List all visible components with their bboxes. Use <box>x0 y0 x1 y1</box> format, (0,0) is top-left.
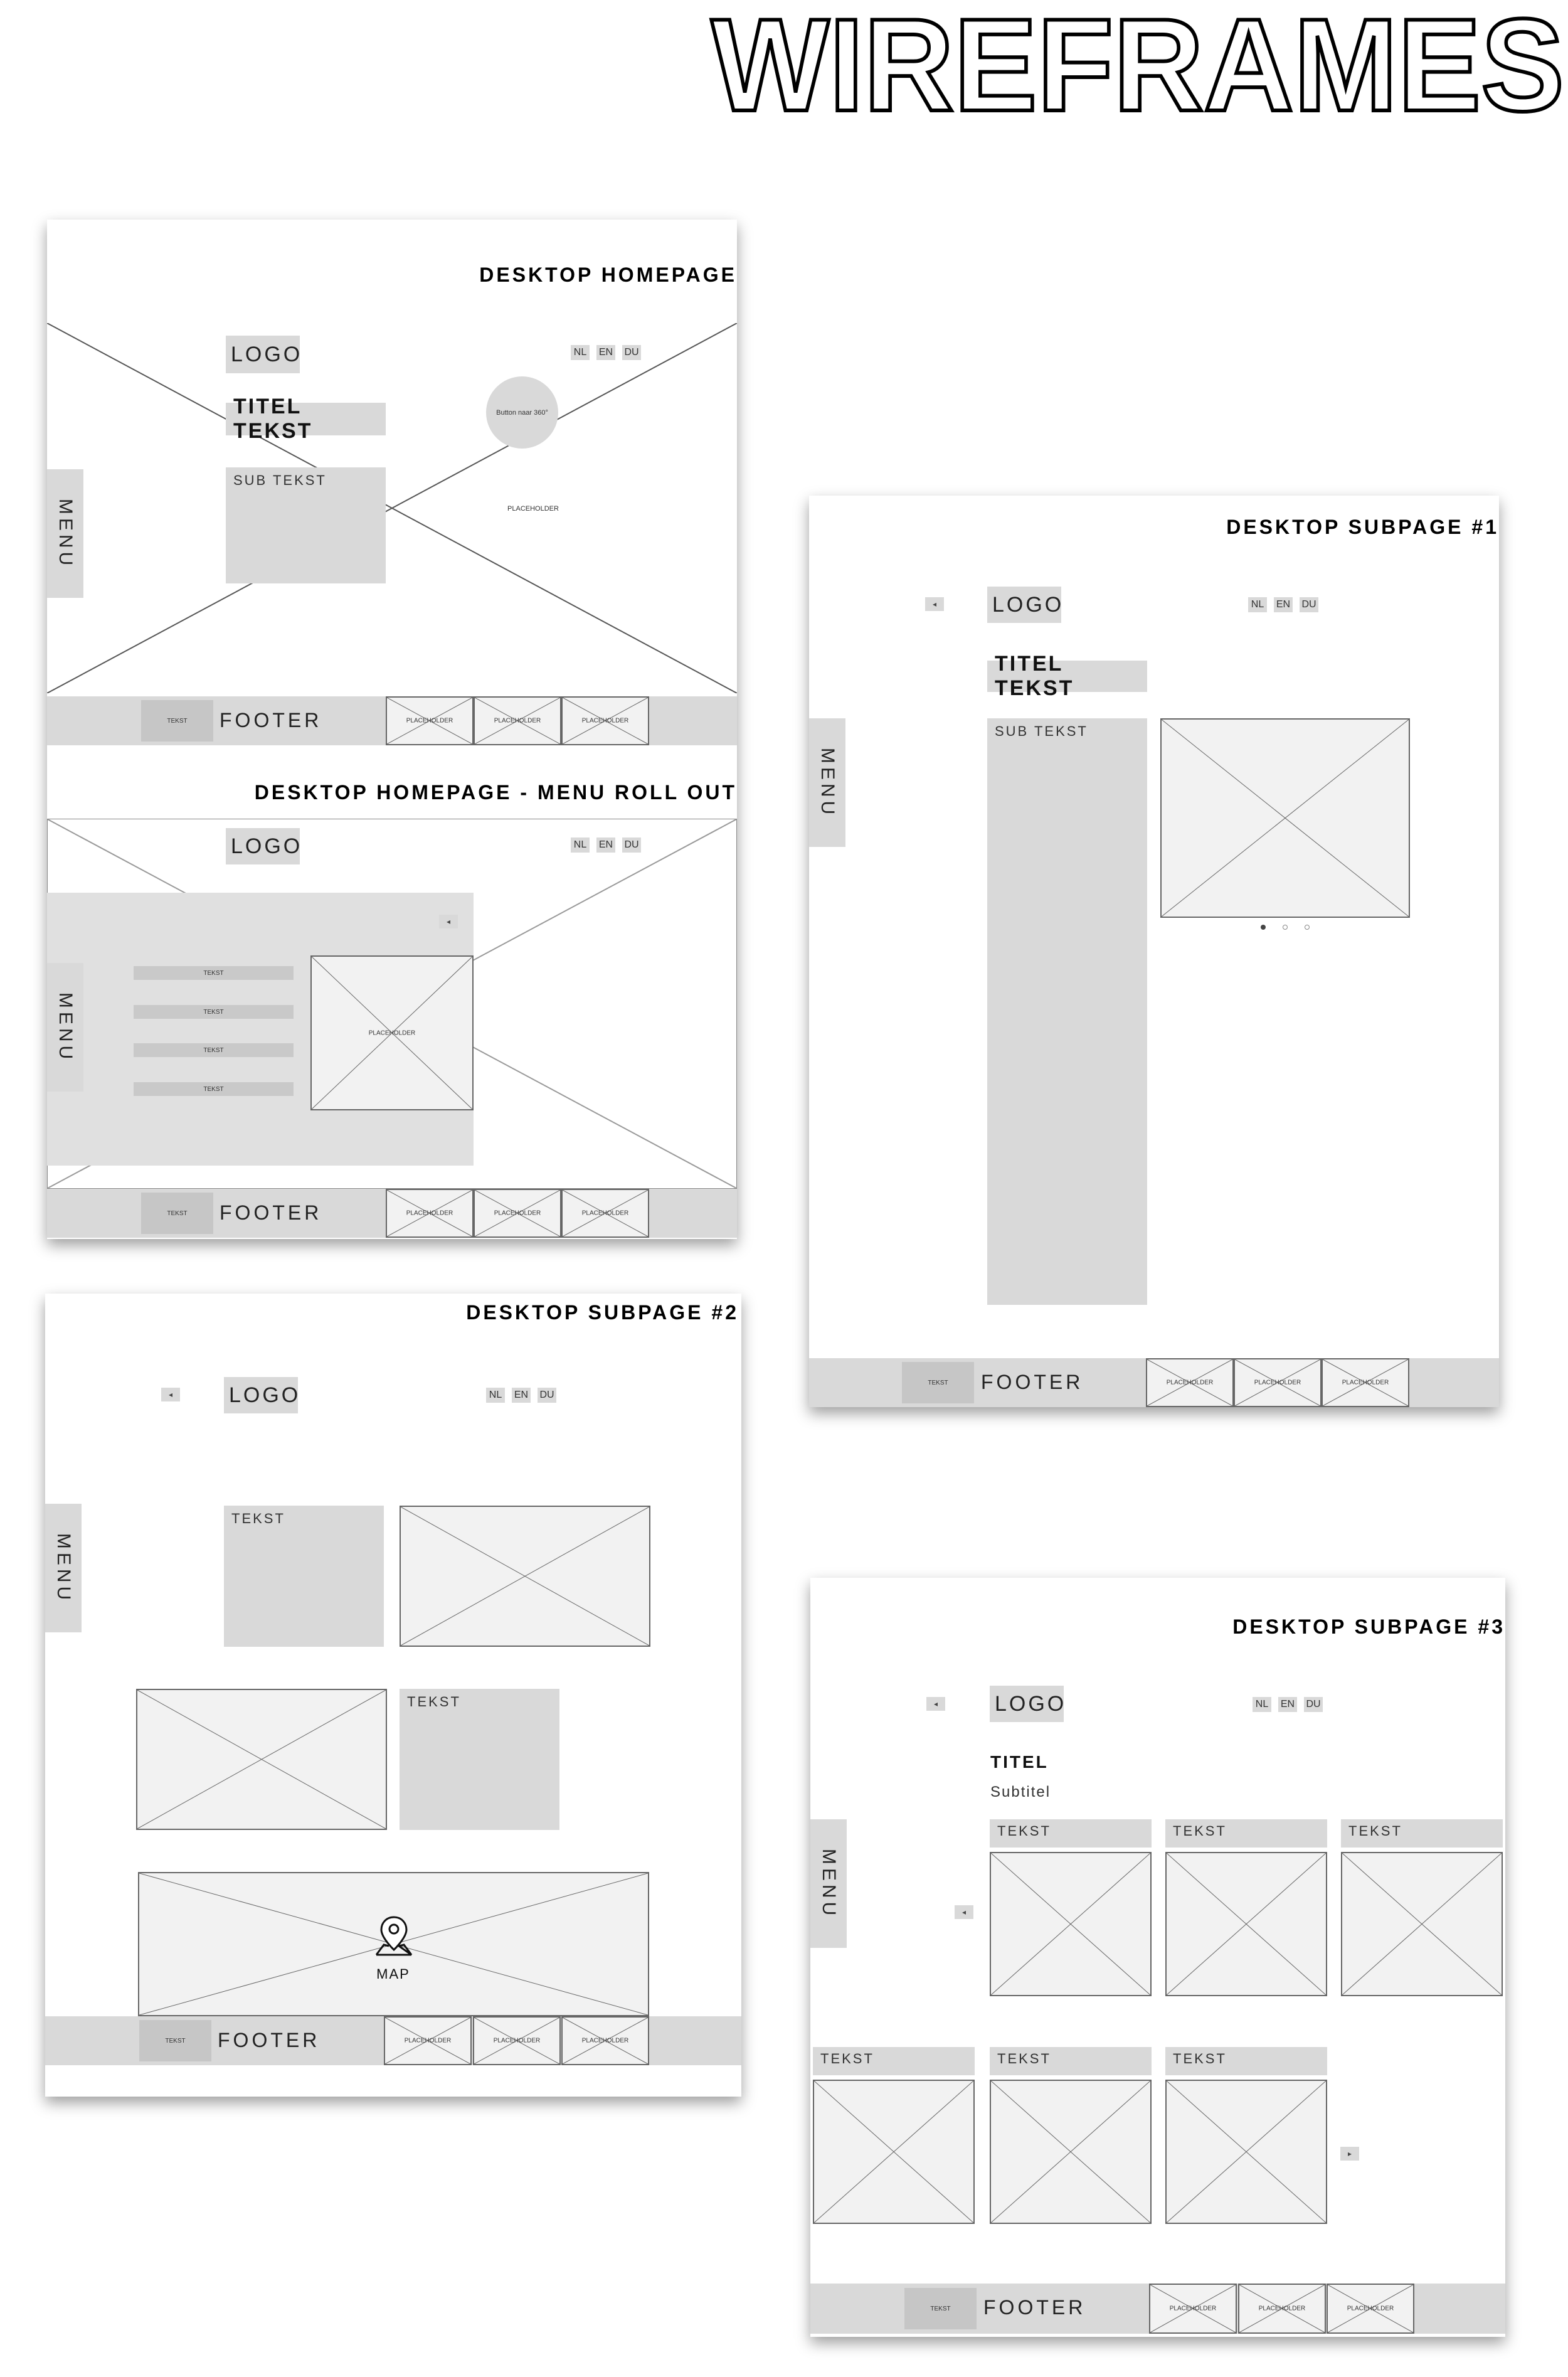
footer-placeholder-3[interactable] <box>1327 2284 1414 2334</box>
footer-label: FOOTER <box>218 2029 320 2051</box>
card-tekst-3: TEKST <box>1341 1819 1503 1848</box>
card-tekst-4: TEKST <box>813 2047 975 2075</box>
slider-dot-2[interactable] <box>1283 925 1288 930</box>
board-subpage-2 <box>45 1294 741 2097</box>
lang-en[interactable]: EN <box>596 345 615 360</box>
card-tekst-1: TEKST <box>990 1819 1152 1848</box>
lang-du[interactable]: DU <box>1304 1697 1323 1712</box>
carousel-next-arrow[interactable]: ▸ <box>1340 2147 1359 2161</box>
page-title-text: WIREFRAMES <box>711 4 1564 123</box>
footer <box>809 1358 1499 1407</box>
footer <box>810 2284 1505 2334</box>
menu-item-4[interactable]: TEKST <box>134 1082 294 1096</box>
section-subtitle: Subtitel <box>990 1784 1051 1800</box>
footer-placeholder-1[interactable] <box>386 1189 474 1238</box>
footer <box>47 1189 737 1238</box>
card-image-2[interactable] <box>1165 1852 1327 1996</box>
footer-placeholder-2[interactable] <box>1234 1358 1322 1407</box>
footer-placeholder-2[interactable] <box>474 1189 561 1238</box>
back-arrow[interactable]: ◂ <box>925 597 944 611</box>
homepage-title: DESKTOP HOMEPAGE <box>479 263 737 286</box>
image-slider-placeholder[interactable] <box>1160 718 1410 918</box>
menu-label: MENU <box>55 498 76 569</box>
section-title: TITEL <box>990 1752 1049 1772</box>
map-pin-icon <box>373 1915 415 1957</box>
titel-tekst: TITEL TEKST <box>987 661 1147 692</box>
center-placeholder-label: PLACEHOLDER <box>507 505 559 513</box>
button-360-label: Button naar 360° <box>496 408 548 417</box>
footer-placeholder-label: PLACEHOLDER <box>581 717 629 725</box>
menu-label: MENU <box>55 992 76 1063</box>
image-placeholder-1 <box>400 1506 650 1647</box>
footer-placeholder-1[interactable] <box>1149 2284 1237 2334</box>
lang-en[interactable]: EN <box>512 1388 531 1403</box>
footer-placeholder-label: PLACEHOLDER <box>1169 2305 1217 2312</box>
footer <box>47 696 737 745</box>
menu-item-2[interactable]: TEKST <box>134 1005 294 1019</box>
footer-placeholder-label: PLACEHOLDER <box>1166 1379 1214 1386</box>
footer-tekst: TEKST <box>141 700 213 742</box>
carousel-prev-arrow[interactable]: ◂ <box>955 1905 973 1919</box>
lang-nl[interactable]: NL <box>1253 1697 1271 1712</box>
subpage3-title: DESKTOP SUBPAGE #3 <box>1232 1615 1505 1638</box>
lang-du[interactable]: DU <box>622 838 641 853</box>
lang-du[interactable]: DU <box>538 1388 556 1403</box>
footer-placeholder-label: PLACEHOLDER <box>406 1210 453 1217</box>
titel-tekst: TITEL TEKST <box>226 403 386 435</box>
menu-tab[interactable] <box>810 1819 847 1948</box>
footer-placeholder-2[interactable] <box>1238 2284 1326 2334</box>
card-image-1[interactable] <box>990 1852 1152 1996</box>
card-image-3[interactable] <box>1341 1852 1503 1996</box>
logo[interactable]: LOGO <box>990 1686 1064 1722</box>
slider-dot-3[interactable] <box>1305 925 1310 930</box>
lang-du[interactable]: DU <box>622 345 641 360</box>
footer-placeholder-label: PLACEHOLDER <box>1254 1379 1301 1386</box>
board-homepage <box>47 220 737 1239</box>
sub-tekst-box: SUB TEKST <box>226 467 386 583</box>
footer-placeholder-2[interactable] <box>473 2016 561 2065</box>
menu-rollout-title: DESKTOP HOMEPAGE - MENU ROLL OUT <box>254 781 737 804</box>
footer-placeholder-label: PLACEHOLDER <box>404 2037 452 2045</box>
menu-close-arrow[interactable]: ◂ <box>439 915 458 928</box>
card-image-5[interactable] <box>990 2080 1152 2224</box>
menu-label: MENU <box>817 747 838 818</box>
lang-nl[interactable]: NL <box>571 838 590 853</box>
menu-item-3[interactable]: TEKST <box>134 1043 294 1057</box>
menu-label: MENU <box>53 1533 74 1603</box>
lang-en[interactable]: EN <box>1274 597 1293 612</box>
footer-placeholder-3[interactable] <box>561 1189 649 1238</box>
back-arrow[interactable]: ◂ <box>926 1697 945 1711</box>
logo[interactable]: LOGO <box>226 828 300 864</box>
card-tekst-2: TEKST <box>1165 1819 1327 1848</box>
footer-placeholder-label: PLACEHOLDER <box>1342 1379 1389 1386</box>
footer-tekst: TEKST <box>904 2288 977 2329</box>
footer-tekst: TEKST <box>139 2020 211 2061</box>
footer <box>45 2016 741 2065</box>
subpage2-title: DESKTOP SUBPAGE #2 <box>466 1301 739 1324</box>
lang-en[interactable]: EN <box>1278 1697 1297 1712</box>
lang-nl[interactable]: NL <box>571 345 590 360</box>
menu-tab[interactable] <box>47 963 83 1092</box>
card-image-4[interactable] <box>813 2080 975 2224</box>
footer-label: FOOTER <box>220 709 322 731</box>
footer-label: FOOTER <box>220 1201 322 1224</box>
menu-image-label: PLACEHOLDER <box>368 1029 416 1036</box>
footer-placeholder-2[interactable] <box>474 696 561 745</box>
lang-nl[interactable]: NL <box>1248 597 1267 612</box>
card-image-6[interactable] <box>1165 2080 1327 2224</box>
slider-dot-1[interactable] <box>1261 925 1266 930</box>
footer-placeholder-label: PLACEHOLDER <box>493 2037 541 2045</box>
subpage1-title: DESKTOP SUBPAGE #1 <box>1226 516 1499 538</box>
logo[interactable]: LOGO <box>226 336 300 373</box>
menu-tab[interactable] <box>45 1504 82 1632</box>
tekst-box-1: TEKST <box>224 1506 384 1647</box>
logo[interactable]: LOGO <box>224 1377 298 1413</box>
footer-placeholder-label: PLACEHOLDER <box>1347 2305 1394 2312</box>
footer-placeholder-1[interactable] <box>1146 1358 1234 1407</box>
back-arrow[interactable]: ◂ <box>161 1388 180 1401</box>
logo[interactable]: LOGO <box>987 587 1061 623</box>
lang-du[interactable]: DU <box>1300 597 1318 612</box>
footer-tekst: TEKST <box>902 1362 974 1403</box>
hero-image-placeholder <box>47 323 737 693</box>
footer-placeholder-1[interactable] <box>386 696 474 745</box>
footer-placeholder-label: PLACEHOLDER <box>406 717 453 725</box>
footer-placeholder-label: PLACEHOLDER <box>1258 2305 1306 2312</box>
footer-placeholder-label: PLACEHOLDER <box>494 1210 541 1217</box>
menu-image-placeholder <box>310 955 474 1110</box>
footer-placeholder-3[interactable] <box>561 696 649 745</box>
menu-tab[interactable] <box>47 469 83 598</box>
button-360[interactable] <box>486 376 558 449</box>
footer-placeholder-label: PLACEHOLDER <box>494 717 541 725</box>
footer-placeholder-3[interactable] <box>1322 1358 1409 1407</box>
menu-label: MENU <box>818 1848 839 1919</box>
board-subpage-1 <box>809 496 1499 1407</box>
footer-label: FOOTER <box>981 1371 1084 1393</box>
footer-placeholder-3[interactable] <box>561 2016 649 2065</box>
card-tekst-5: TEKST <box>990 2047 1152 2075</box>
card-tekst-6: TEKST <box>1165 2047 1327 2075</box>
menu-tab[interactable] <box>809 718 845 847</box>
footer-placeholder-label: PLACEHOLDER <box>581 1210 629 1217</box>
footer-tekst: TEKST <box>141 1193 213 1234</box>
footer-label: FOOTER <box>983 2296 1086 2319</box>
menu-item-1[interactable]: TEKST <box>134 966 294 980</box>
footer-placeholder-1[interactable] <box>384 2016 472 2065</box>
page-title <box>709 4 1568 123</box>
map-label: MAP <box>376 1966 410 1982</box>
lang-nl[interactable]: NL <box>486 1388 505 1403</box>
footer-placeholder-label: PLACEHOLDER <box>581 2037 629 2045</box>
lang-en[interactable]: EN <box>596 838 615 853</box>
board-subpage-3 <box>810 1578 1505 2337</box>
sub-tekst-box: SUB TEKST <box>987 718 1147 1305</box>
image-placeholder-2 <box>136 1689 387 1830</box>
tekst-box-2: TEKST <box>400 1689 559 1830</box>
